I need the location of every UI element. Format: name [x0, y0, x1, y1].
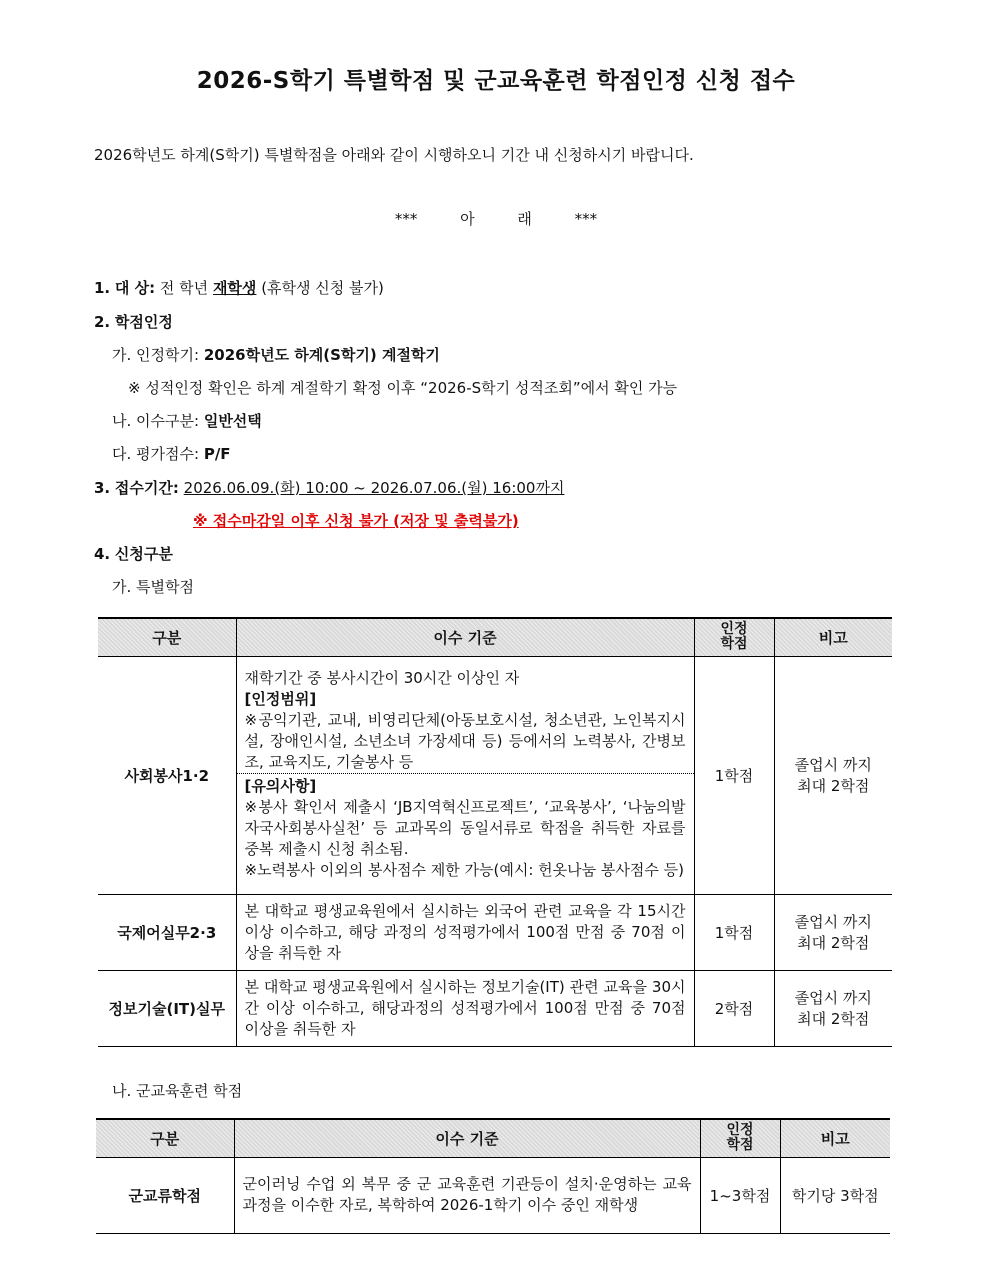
- header-credit: 인정 학점: [694, 618, 774, 656]
- row-criteria: 본 대학교 평생교육원에서 실시하는 정보기술(IT) 관련 교육을 30시간 이상 이수하고, 해당과정의 성적평가에서 100점 만점 중 70점 이상을 취득한 자: [236, 970, 694, 1046]
- row-credit: 1~3학점: [700, 1157, 780, 1233]
- item-label: 접수기간: [114, 479, 173, 497]
- header-note: 비고: [780, 1119, 890, 1157]
- item-label: 신청구분: [114, 545, 173, 563]
- row-name: 사회봉사1·2: [98, 656, 236, 894]
- criteria-line: ※공익기관, 교내, 비영리단체(아동보호시설, 청소년관, 노인복지시설, 장애인시설, 소년소녀 가장세대 등) 등에서의 노력봉사, 간병보조, 교육지도, 기술봉사 등: [244, 710, 686, 771]
- table-row: [96, 1157, 890, 1233]
- item-number: 2.: [94, 313, 111, 331]
- credit-note: ※ 성적인정 확인은 하계 계절학기 확정 이후 “2026-S학기 성적조회”에서 확인 가능: [128, 379, 678, 397]
- row-name: 군교류학점: [96, 1157, 234, 1233]
- criteria-heading: [유의사항]: [244, 776, 317, 795]
- row-name: 국제어실무2·3: [98, 894, 236, 970]
- header-category: 구분: [96, 1119, 234, 1157]
- credit-semester-prefix: 가. 인정학기:: [112, 346, 200, 364]
- period-value: 2026.06.09.(화) 10:00 ~ 2026.07.06.(월) 16:00까지: [183, 479, 565, 497]
- credit-type-value: 일반선택: [203, 412, 262, 430]
- table-row: [98, 656, 892, 894]
- credit-semester: [112, 344, 440, 365]
- row-note: 졸업시 까지 최대 2학점: [774, 894, 892, 970]
- row-name: 정보기술(IT)실무: [98, 970, 236, 1046]
- arae-heading: *** 아 래 ***: [394, 210, 598, 228]
- table-header-row: [98, 618, 892, 656]
- credit-type: [112, 410, 262, 431]
- item-target: [94, 277, 384, 298]
- header-note: 비고: [774, 618, 892, 656]
- period-warning: ※ 접수마감일 이후 신청 불가 (저장 및 출력불가): [193, 512, 519, 530]
- item-label: 대 상: [114, 279, 150, 297]
- table-row: [98, 894, 892, 970]
- item-colon: :: [172, 479, 179, 497]
- credit-score-prefix: 다. 평가점수:: [112, 445, 200, 463]
- criteria-line: ※노력봉사 이외의 봉사점수 제한 가능(예시: 헌옷나눔 봉사점수 등): [244, 860, 684, 879]
- item-number: 3.: [94, 479, 111, 497]
- special-credit-table: [98, 617, 892, 1047]
- target-pre: 전 학년: [159, 279, 209, 297]
- row-credit: 2학점: [694, 970, 774, 1046]
- header-criteria: 이수 기준: [234, 1119, 700, 1157]
- item-colon: :: [149, 279, 156, 297]
- category-military: 나. 군교육훈련 학점: [112, 1082, 243, 1100]
- row-criteria: 군이러닝 수업 외 복무 중 군 교육훈련 기관등이 설치·운영하는 교육과정을 이수한 자로, 복학하여 2026-1학기 이수 중인 재학생: [234, 1157, 700, 1233]
- military-credit-table: [96, 1118, 890, 1234]
- item-number: 1.: [94, 279, 111, 297]
- category-special: 가. 특별학점: [112, 578, 194, 596]
- header-criteria: 이수 기준: [236, 618, 694, 656]
- row-note: 졸업시 까지 최대 2학점: [774, 656, 892, 894]
- target-emphasis: 재학생: [212, 279, 257, 297]
- row-note: 학기당 3학점: [780, 1157, 890, 1233]
- credit-semester-value: 2026학년도 하계(S학기) 계절학기: [203, 346, 440, 364]
- item-credit: [94, 311, 173, 332]
- row-criteria: [236, 656, 694, 894]
- row-criteria: 본 대학교 평생교육원에서 실시하는 외국어 관련 교육을 각 15시간 이상 이수하고, 해당 과정의 성적평가에서 100점 만점 중 70점 이상을 취득한 자: [236, 894, 694, 970]
- item-label: 학점인정: [114, 313, 173, 331]
- table-row: [98, 970, 892, 1046]
- intro-text: 2026학년도 하계(S학기) 특별학점을 아래와 같이 시행하오니 기간 내 신청하시기 바랍니다.: [94, 146, 694, 164]
- table-header-row: [96, 1119, 890, 1157]
- item-category: [94, 543, 173, 564]
- target-post: (휴학생 신청 불가): [261, 279, 384, 297]
- row-note: 졸업시 까지 최대 2학점: [774, 970, 892, 1046]
- header-category: 구분: [98, 618, 236, 656]
- criteria-heading: [인정범위]: [244, 689, 317, 708]
- row-credit: 1학점: [694, 894, 774, 970]
- item-period: [94, 477, 564, 498]
- row-credit: 1학점: [694, 656, 774, 894]
- criteria-line: ※봉사 확인서 제출시 ‘JB지역혁신프로젝트’, ‘교육봉사’, ‘나눔의발자국사회봉사실천’ 등 교과목의 동일서류로 학점을 취득한 자료를 중복 제출시 신청 취소됨.: [244, 797, 686, 858]
- credit-score: [112, 443, 231, 464]
- header-credit: 인정 학점: [700, 1119, 780, 1157]
- page-title: 2026-S학기 특별학점 및 군교육훈련 학점인정 신청 접수: [196, 68, 796, 94]
- credit-score-value: P/F: [203, 445, 231, 463]
- credit-type-prefix: 나. 이수구분:: [112, 412, 200, 430]
- criteria-line: 재학기간 중 봉사시간이 30시간 이상인 자: [244, 668, 520, 687]
- item-number: 4.: [94, 545, 111, 563]
